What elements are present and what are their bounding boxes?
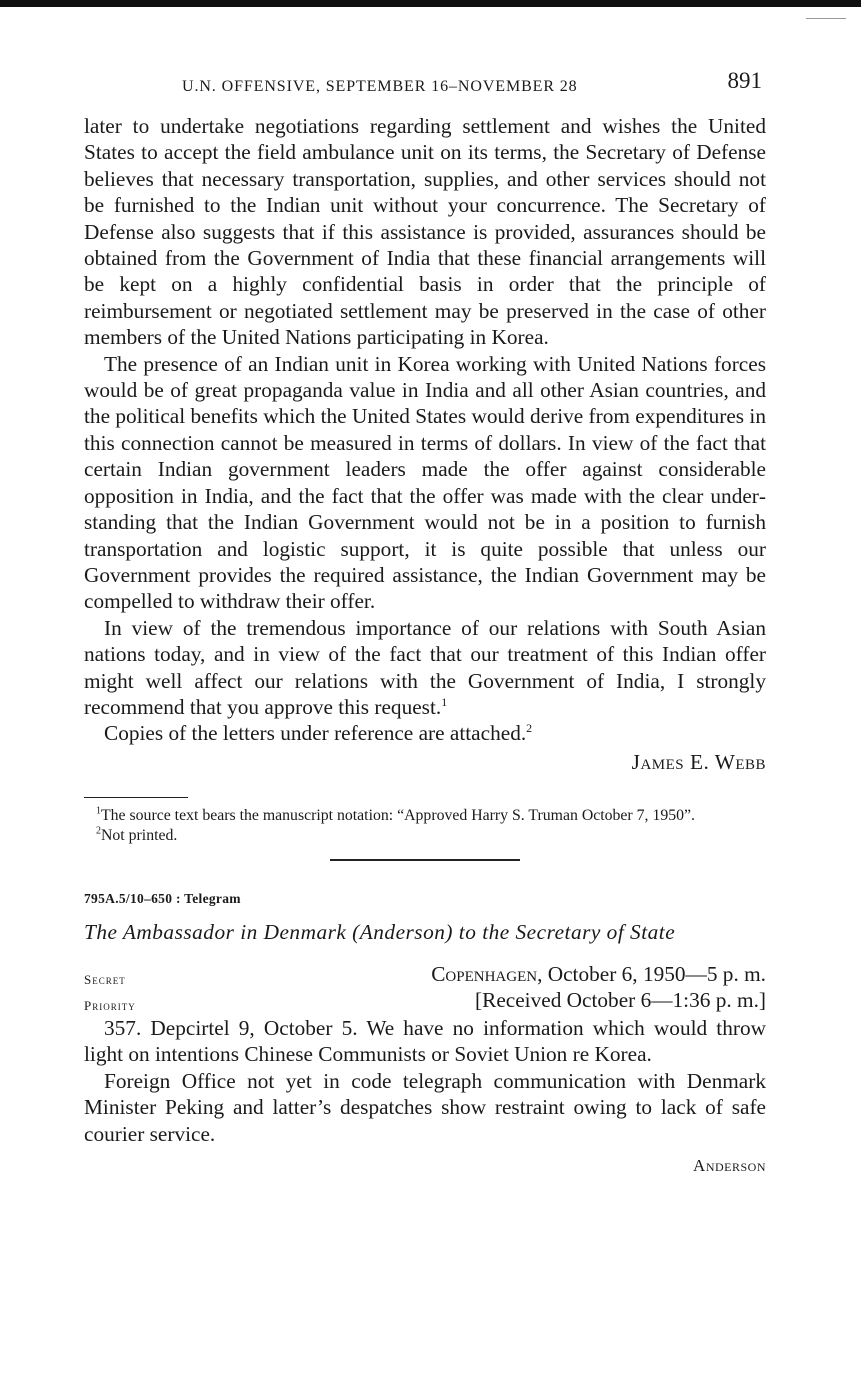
- scan-corner-mark: [806, 18, 846, 19]
- body-paragraph: [84, 615, 766, 721]
- body-paragraph: [84, 720, 766, 746]
- classification-label: Secret: [84, 971, 126, 987]
- footnote-divider: [84, 797, 188, 798]
- footnotes: [84, 806, 766, 845]
- footnote: [84, 806, 766, 826]
- received-line: [Received October 6—1:36 p. m.]: [475, 987, 766, 1012]
- body-paragraph: The presence of an Indian unit in Korea working with United Nations forces would be of great propaganda value in India and all other Asian countries, and the political benefits which the United States would derive from expenditures in this connection cannot be measured in terms of dollars. In view of the fact that certain Indian government leaders made the offer against considerable opposition in India, and the fact that the offer was made with the clear understanding that the Indian Government would not be in a position to furnish transportation and logistic support, it is quite possible that unless our Government provides the required assistance, the Indian Government may be compelled to withdraw their offer.: [84, 351, 766, 614]
- footnote-mark: 1: [96, 805, 101, 817]
- dateline: [431, 961, 766, 987]
- footnote-mark: 2: [96, 825, 101, 837]
- paragraph-text: Copies of the letters under reference are attached.: [104, 721, 527, 746]
- footnote-text: Not printed.: [101, 826, 178, 844]
- telegram-signature: Anderson: [693, 1156, 766, 1175]
- document-title: The Ambassador in Denmark (Anderson) to the Secretary of State: [84, 919, 676, 944]
- document-file-number: 795A.5/10–650 : Telegram: [84, 891, 241, 907]
- running-head: U.N. OFFENSIVE, SEPTEMBER 16–NOVEMBER 28: [182, 78, 578, 95]
- telegram-paragraph: Foreign Office not yet in code telegraph communication with Denmark Minister Peking and latter’s despatches show restraint owing to lack of safe courier service.: [84, 1068, 766, 1146]
- section-divider: [330, 859, 520, 861]
- dateline-place: Copenhagen: [431, 961, 538, 986]
- footnote-reference: 1: [441, 694, 448, 709]
- dateline-date: , October 6, 1950—5 p. m.: [537, 961, 766, 986]
- priority-label: Priority: [84, 997, 136, 1013]
- telegram-meta: [84, 961, 766, 1015]
- page-number: 891: [727, 68, 762, 93]
- scan-top-border: [0, 0, 861, 7]
- signature: James E. Webb: [631, 749, 766, 774]
- paragraph-text: In view of the tremendous importance of our relations with South Asian nations today, and in view of the fact that our treatment of this Indian offer might well affect our relations with the Government of India, I strongly recommend that you approve this request.: [84, 615, 766, 719]
- body-paragraph: later to undertake negotiations regarding settlement and wishes the United States to accept the field ambulance unit on its terms, the Secretary of Defense believes that necessary transportation, supplies, and other services should not be furnished to the Indian unit without your concurrence. The Secretary of Defense also suggests that if this assistance is provided, assurances should be obtained from the Government of India that these financial arrangements will be kept on a highly confidential basis in order that the principle of reimbursement or negotiated settlement may be preserved in the case of other members of the United Nations participating in Korea.: [84, 114, 766, 350]
- footnote-text: The source text bears the manuscript notation: “Approved Harry S. Truman October 7, 1950”.: [101, 807, 695, 825]
- footnote: [84, 826, 766, 846]
- main-text: [84, 113, 766, 1179]
- page-header: [84, 68, 766, 98]
- footnote-reference: 2: [526, 721, 533, 736]
- telegram-paragraph: 357. Depcirtel 9, October 5. We have no information which would throw light on intentions Chinese Communists or Soviet Union re Korea.: [84, 1015, 766, 1067]
